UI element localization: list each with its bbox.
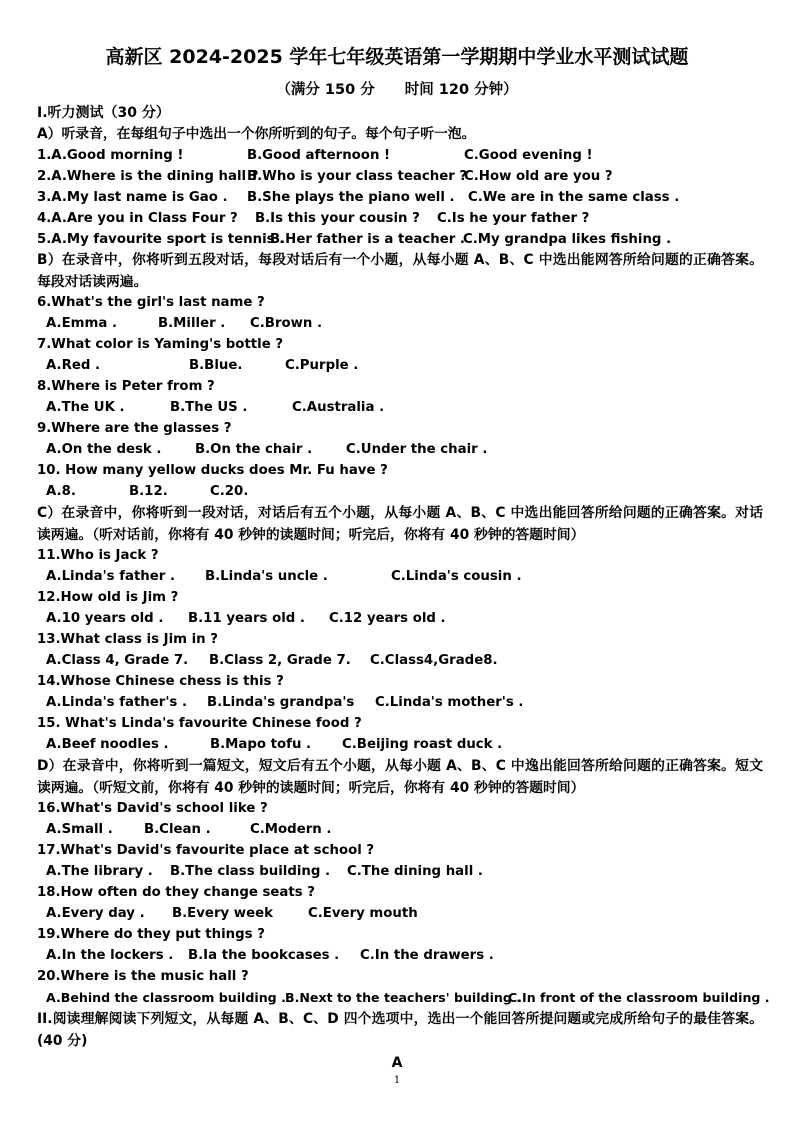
passage-label: A bbox=[391, 1055, 403, 1071]
question-14-options bbox=[0, 693, 794, 714]
question-7: 7.What color is Yaming's bottle ? bbox=[37, 337, 284, 352]
part-b-instruction: B）在录音中，你将听到五段对话，每段对话后有一个小题，从每小题 A、B、C 中选出能网答所给问题的正确答案。每段对话读两遍。 bbox=[37, 252, 763, 290]
page-number: 1 bbox=[393, 1075, 401, 1086]
question-4 bbox=[0, 209, 794, 230]
exam-subtitle bbox=[0, 80, 794, 100]
option-b: B.Blue. bbox=[189, 358, 243, 373]
option-b: B.Clean . bbox=[144, 822, 211, 837]
question-7-options bbox=[0, 356, 794, 377]
question-15: 15. What's Linda's favourite Chinese food ? bbox=[37, 716, 362, 731]
question-5 bbox=[0, 230, 794, 251]
option-b: B.Ia the bookcases . bbox=[188, 948, 340, 963]
question-19: 19.Where do they put things ? bbox=[37, 927, 265, 942]
question-20: 20.Where is the music hall ? bbox=[37, 969, 249, 984]
option-b: B.The US . bbox=[170, 400, 248, 415]
question-17: 17.What's David's favourite place at school ? bbox=[37, 843, 375, 858]
option-c: C.Good evening ! bbox=[464, 148, 593, 163]
option-c: C.Linda's cousin . bbox=[391, 569, 522, 584]
question-10-options bbox=[0, 482, 794, 503]
option-c: C.20. bbox=[210, 484, 249, 499]
question-11: 11.Who is Jack ? bbox=[37, 548, 159, 563]
option-a: A.On the desk . bbox=[46, 442, 162, 457]
option-a: 5.A.My favourite sport is tennis . bbox=[37, 232, 285, 247]
question-9-options bbox=[0, 440, 794, 461]
question-8: 8.Where is Peter from ? bbox=[37, 379, 215, 394]
option-b: B.Next to the teachers' building . bbox=[285, 990, 522, 1005]
option-c: C.Brown . bbox=[250, 316, 323, 331]
question-16: 16.What's David's school like ? bbox=[37, 801, 268, 816]
option-a: A.Red . bbox=[46, 358, 101, 373]
question-2 bbox=[0, 167, 794, 188]
question-10: 10. How many yellow ducks does Mr. Fu have ? bbox=[37, 463, 388, 478]
question-1 bbox=[0, 146, 794, 167]
option-c: C.In the drawers . bbox=[360, 948, 494, 963]
option-c: C.Every mouth bbox=[308, 906, 418, 921]
option-b: B.The class building . bbox=[170, 864, 331, 879]
option-c: C.Class4,Grade8. bbox=[370, 653, 498, 668]
question-20-options bbox=[0, 988, 794, 1009]
option-a: A.10 years old . bbox=[46, 611, 164, 626]
option-a: A.Class 4, Grade 7. bbox=[46, 653, 189, 668]
question-8-options bbox=[0, 398, 794, 419]
option-a: A.Linda's father's . bbox=[46, 695, 188, 710]
option-c: C.Purple . bbox=[285, 358, 359, 373]
option-b: B.Mapo tofu . bbox=[210, 737, 312, 752]
question-11-options bbox=[0, 567, 794, 588]
part-d-instruction: D）在录音中，你将听到一篇短文，短文后有五个小题，从每小题 A、B、C 中逸出能回答所给问题的正确答案。短文读两遍。（听短文前，你将有 40 秒钟的读题时间；听完后，你将有 40 秒钟的答题时间） bbox=[37, 758, 763, 796]
question-13-options bbox=[0, 651, 794, 672]
question-3 bbox=[0, 188, 794, 209]
question-12-options bbox=[0, 609, 794, 630]
option-b: B.12. bbox=[129, 484, 168, 499]
option-b: B.11 years old . bbox=[188, 611, 305, 626]
option-c: C.Beijing roast duck . bbox=[342, 737, 503, 752]
option-a: A.Emma . bbox=[46, 316, 118, 331]
question-17-options bbox=[0, 862, 794, 883]
option-c: C.Linda's mother's . bbox=[375, 695, 524, 710]
option-c: C.12 years old . bbox=[329, 611, 446, 626]
option-a: A.Beef noodles . bbox=[46, 737, 169, 752]
option-c: C.Modern . bbox=[250, 822, 332, 837]
option-c: C.Is he your father ? bbox=[437, 211, 590, 226]
option-b: B.Every week bbox=[172, 906, 273, 921]
question-12: 12.How old is Jim ? bbox=[37, 590, 179, 605]
option-a: 4.A.Are you in Class Four ? bbox=[37, 211, 238, 226]
option-a: A.Every day . bbox=[46, 906, 145, 921]
option-b: B.Good afternoon ! bbox=[247, 148, 391, 163]
option-a: A.The library . bbox=[46, 864, 153, 879]
option-b: B.She plays the piano well . bbox=[247, 190, 455, 205]
option-b: B.Miller . bbox=[158, 316, 226, 331]
question-14: 14.Whose Chinese chess is this ? bbox=[37, 674, 284, 689]
option-b: B.Is this your cousin ? bbox=[255, 211, 420, 226]
part-c-instruction: C）在录音中，你将听到一段对话，对话后有五个小题，从每小题 A、B、C 中选出能回答所给问题的正确答案。对话读两遍。（听对话前，你将有 40 秒钟的读题时间；听完后，你将有 40 秒钟的答题时间） bbox=[37, 505, 763, 543]
option-c: C.The dining hall . bbox=[347, 864, 483, 879]
option-c: C.My grandpa likes fishing . bbox=[463, 232, 672, 247]
part-a-instruction: A）听录音，在每组句子中选出一个你所听到的句子。每个句子听一泡。 bbox=[37, 126, 476, 142]
section-1-heading: Ⅰ.听力测试（30 分） bbox=[37, 105, 170, 121]
question-15-options bbox=[0, 735, 794, 756]
option-a: A.Behind the classroom building . bbox=[46, 990, 286, 1005]
option-b: B.On the chair . bbox=[195, 442, 313, 457]
question-16-options bbox=[0, 820, 794, 841]
option-b: B.Linda's uncle . bbox=[205, 569, 328, 584]
option-a: 3.A.My last name is Gao . bbox=[37, 190, 228, 205]
time-limit: 时间 120 分钟） bbox=[404, 82, 518, 98]
exam-title: 高新区 2024-2025 学年七年级英语第一学期期中学业水平测试试题 bbox=[105, 46, 689, 68]
option-a: A.The UK . bbox=[46, 400, 125, 415]
option-c: C.How old are you ? bbox=[464, 169, 613, 184]
option-a: 2.A.Where is the dining hall ? bbox=[37, 169, 259, 184]
option-a: A.8. bbox=[46, 484, 76, 499]
option-c: C.Australia . bbox=[292, 400, 385, 415]
option-a: A.Small . bbox=[46, 822, 113, 837]
question-6-options bbox=[0, 314, 794, 335]
option-b: B.Who is your class teacher ? bbox=[247, 169, 468, 184]
question-9: 9.Where are the glasses ? bbox=[37, 421, 232, 436]
option-a: A.Linda's father . bbox=[46, 569, 176, 584]
option-b: B.Class 2, Grade 7. bbox=[209, 653, 351, 668]
question-6: 6.What's the girl's last name ? bbox=[37, 295, 265, 310]
option-c: C.We are in the same class . bbox=[468, 190, 680, 205]
question-19-options bbox=[0, 946, 794, 967]
option-b: B.Linda's grandpa's bbox=[207, 695, 355, 710]
option-b: B.Her father is a teacher . bbox=[270, 232, 465, 247]
question-18: 18.How often do they change seats ? bbox=[37, 885, 316, 900]
section-2-heading: II.阅读理解阅读下列短文，从每题 A、B、C、D 四个选项中，选出一个能回答所提问题或完成所给句子的最佳答案。(40 分) bbox=[37, 1011, 763, 1049]
full-score: （满分 150 分 bbox=[276, 82, 375, 98]
option-a: 1.A.Good morning ! bbox=[37, 148, 184, 163]
question-13: 13.What class is Jim in ? bbox=[37, 632, 218, 647]
option-c: C.Under the chair . bbox=[346, 442, 488, 457]
option-c: C.In front of the classroom building . bbox=[508, 990, 770, 1005]
question-18-options bbox=[0, 904, 794, 925]
option-a: A.In the lockers . bbox=[46, 948, 174, 963]
